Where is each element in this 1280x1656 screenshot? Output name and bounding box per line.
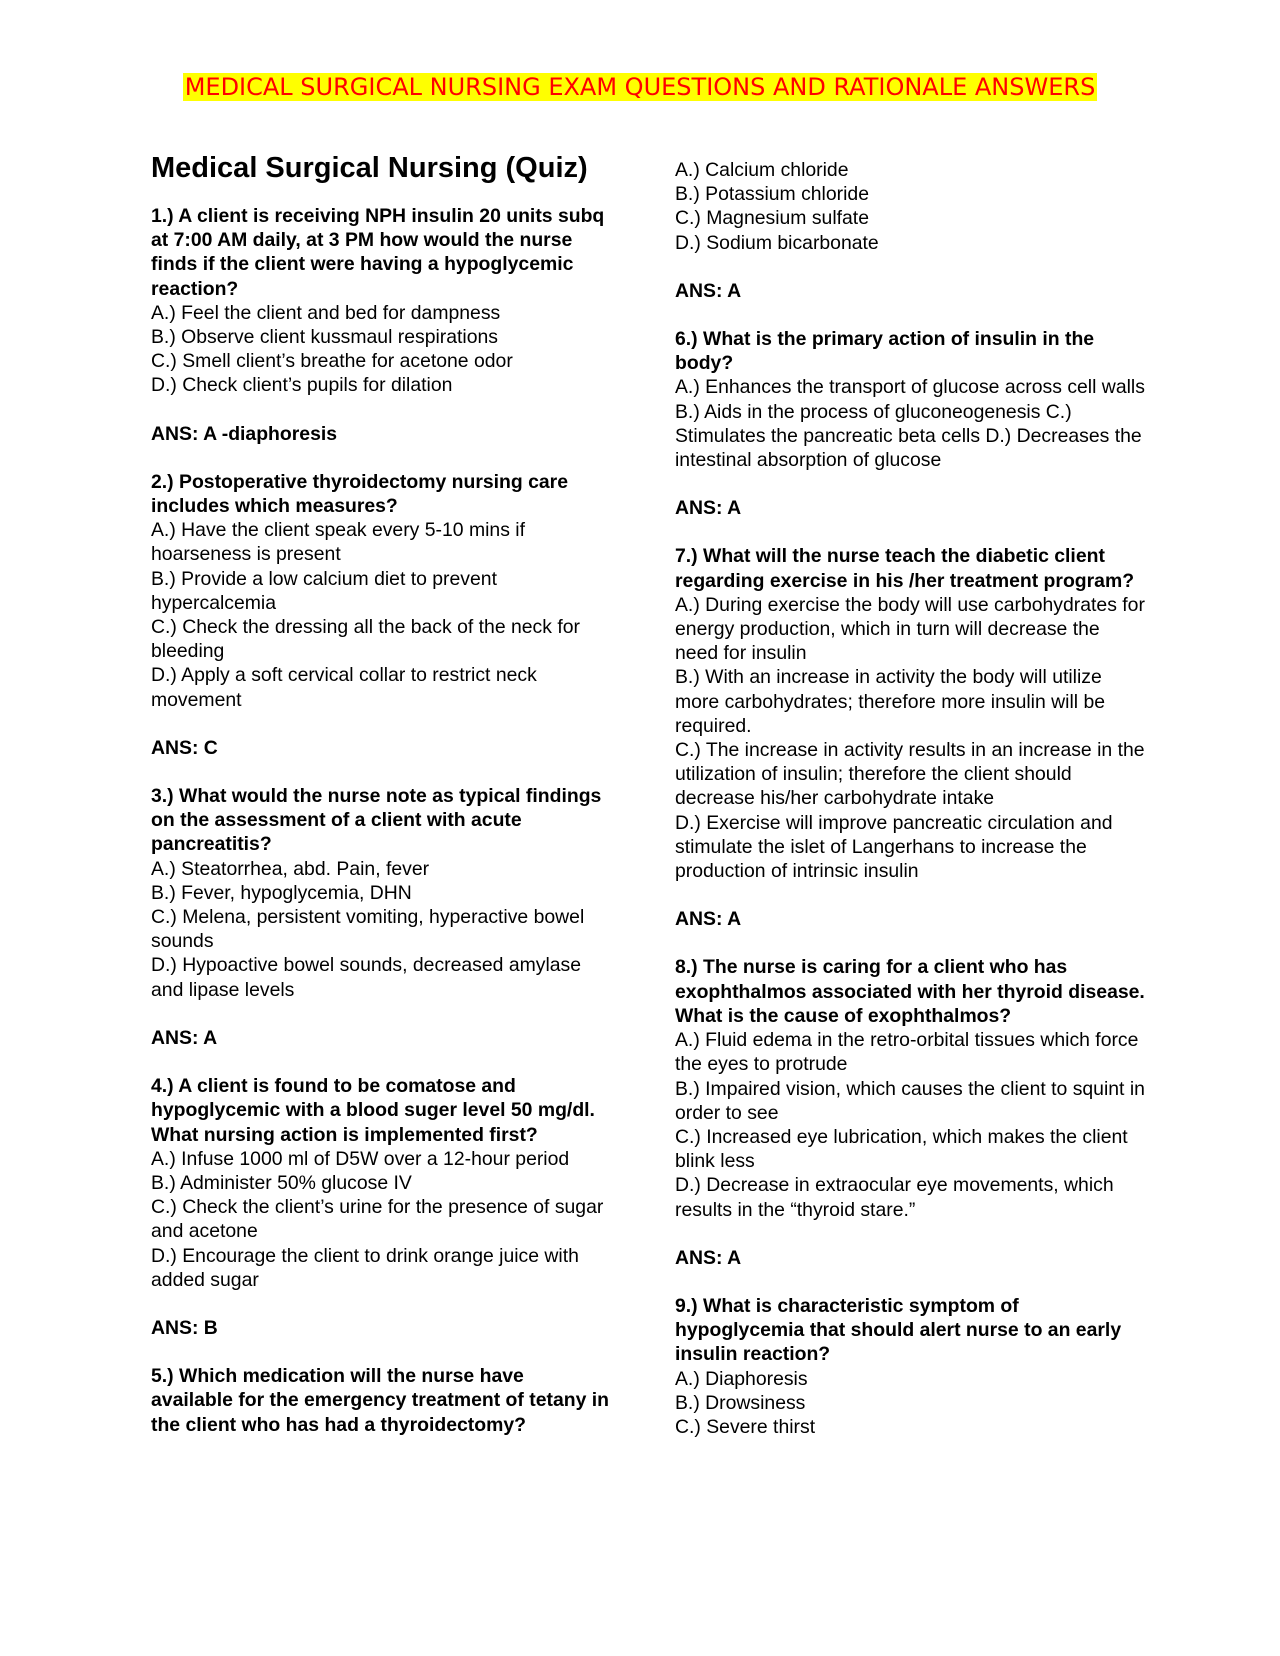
question-text: 6.) What is the primary action of insulin in the body? bbox=[675, 328, 1095, 375]
answer: ANS: A bbox=[675, 908, 742, 931]
question-5 bbox=[151, 1364, 611, 1437]
question-3 bbox=[151, 784, 611, 1050]
option-c: C.) Increased eye lubrication, which makes the client blink less bbox=[675, 1125, 1128, 1173]
option-a: A.) Steatorrhea, abd. Pain, fever bbox=[151, 857, 430, 880]
option-b: B.) Impaired vision, which causes the client to squint in order to see bbox=[675, 1077, 1145, 1124]
question-text: 8.) The nurse is caring for a client who has exophthalmos associated with her thyroid disease. What is the cause of exophthalmos? bbox=[675, 956, 1145, 1027]
option-c: C.) Smell client’s breathe for acetone odor bbox=[151, 350, 513, 373]
option-a: A.) Calcium chloride bbox=[675, 159, 849, 181]
option-c: C.) Melena, persistent vomiting, hyperactive bowel sounds bbox=[151, 906, 585, 953]
option-b: B.) Potassium chloride bbox=[675, 183, 869, 206]
answer: ANS: A -diaphoresis bbox=[151, 422, 338, 445]
option-c: C.) Magnesium sulfate bbox=[675, 207, 869, 230]
option-b: B.) Observe client kussmaul respirations bbox=[151, 326, 499, 349]
answer: ANS: A bbox=[675, 279, 742, 302]
option-a: A.) Have the client speak every 5-10 mins if hoarseness is present bbox=[151, 519, 525, 566]
question-text: 2.) Postoperative thyroidectomy nursing care includes which measures? bbox=[151, 470, 569, 518]
option-d: D.) Hypoactive bowel sounds, decreased amylase and lipase levels bbox=[151, 954, 582, 1001]
question-text: 5.) Which medication will the nurse have available for the emergency treatment of tetany in the client who has had a thyroidectomy? bbox=[151, 1365, 609, 1436]
option-b-c-d: B.) Aids in the process of gluconeogenesis C.) Stimulates the pancreatic beta cells D.) Decreases the intestinal absorption of glucose bbox=[675, 400, 1142, 472]
question-8 bbox=[675, 955, 1145, 1269]
answer: ANS: C bbox=[151, 736, 218, 759]
option-a: A.) Fluid edema in the retro-orbital tissues which force the eyes to protrude bbox=[675, 1029, 1139, 1076]
question-text: 7.) What will the nurse teach the diabetic client regarding exercise in his /her treatment program? bbox=[675, 545, 1135, 592]
left-column bbox=[151, 150, 611, 1437]
option-b: B.) Drowsiness bbox=[675, 1391, 806, 1414]
option-b: B.) With an increase in activity the body will utilize more carbohydrates; therefore more insulin will be required. bbox=[675, 666, 1106, 737]
option-c: C.) Severe thirst bbox=[675, 1415, 816, 1438]
question-1 bbox=[151, 204, 611, 446]
document-title: Medical Surgical Nursing (Quiz) bbox=[151, 152, 588, 184]
answer: ANS: A bbox=[675, 1246, 742, 1269]
answer: ANS: A bbox=[675, 497, 742, 520]
option-c: C.) Check the dressing all the back of the neck for bleeding bbox=[151, 616, 580, 663]
question-text: 9.) What is characteristic symptom of hypoglycemia that should alert nurse to an early insulin reaction? bbox=[675, 1294, 1122, 1366]
option-c: C.) Check the client’s urine for the presence of sugar and acetone bbox=[151, 1196, 604, 1243]
question-text: 1.) A client is receiving NPH insulin 20 units subq at 7:00 AM daily, at 3 PM how would the nurse finds if the client were having a hypoglycemic reaction? bbox=[151, 205, 605, 300]
option-b: B.) Administer 50% glucose IV bbox=[151, 1171, 412, 1194]
option-d: D.) Decrease in extraocular eye movements, which results in the “thyroid stare.” bbox=[675, 1174, 1114, 1221]
question-6 bbox=[675, 327, 1145, 520]
question-4 bbox=[151, 1074, 611, 1340]
option-d: D.) Encourage the client to drink orange juice with added sugar bbox=[151, 1244, 579, 1291]
option-a: A.) Feel the client and bed for dampness bbox=[151, 301, 501, 324]
question-7 bbox=[675, 544, 1145, 931]
option-a: A.) During exercise the body will use carbohydrates for energy production, which in turn will decrease the need for insulin bbox=[675, 593, 1145, 665]
question-text: 4.) A client is found to be comatose and hypoglycemic with a blood suger level 50 mg/dl. What nursing action is implemented first? bbox=[151, 1075, 595, 1146]
question-text: 3.) What would the nurse note as typical findings on the assessment of a client with acute pancreatitis? bbox=[151, 785, 602, 856]
option-d: D.) Exercise will improve pancreatic circulation and stimulate the islet of Langerhans to increase the production of intrinsic insulin bbox=[675, 811, 1113, 883]
option-d: D.) Sodium bicarbonate bbox=[675, 231, 879, 254]
question-2 bbox=[151, 470, 611, 760]
right-column bbox=[675, 158, 1145, 1439]
option-d: D.) Check client’s pupils for dilation bbox=[151, 374, 453, 397]
option-a: A.) Diaphoresis bbox=[675, 1367, 808, 1390]
banner-text: MEDICAL SURGICAL NURSING EXAM QUESTIONS AND RATIONALE ANSWERS bbox=[184, 73, 1096, 101]
document-banner bbox=[0, 72, 1280, 102]
question-5-continued bbox=[675, 158, 1145, 303]
option-d: D.) Apply a soft cervical collar to restrict neck movement bbox=[151, 664, 537, 711]
answer: ANS: B bbox=[151, 1316, 218, 1339]
option-b: B.) Provide a low calcium diet to prevent hypercalcemia bbox=[151, 567, 497, 614]
answer: ANS: A bbox=[151, 1026, 218, 1049]
option-c: C.) The increase in activity results in an increase in the utilization of insulin; therefore the client should decrease his/her carbohydrate intake bbox=[675, 739, 1145, 810]
option-a: A.) Enhances the transport of glucose across cell walls bbox=[675, 376, 1145, 399]
question-9 bbox=[675, 1294, 1145, 1439]
option-b: B.) Fever, hypoglycemia, DHN bbox=[151, 881, 412, 904]
option-a: A.) Infuse 1000 ml of D5W over a 12-hour period bbox=[151, 1147, 570, 1170]
